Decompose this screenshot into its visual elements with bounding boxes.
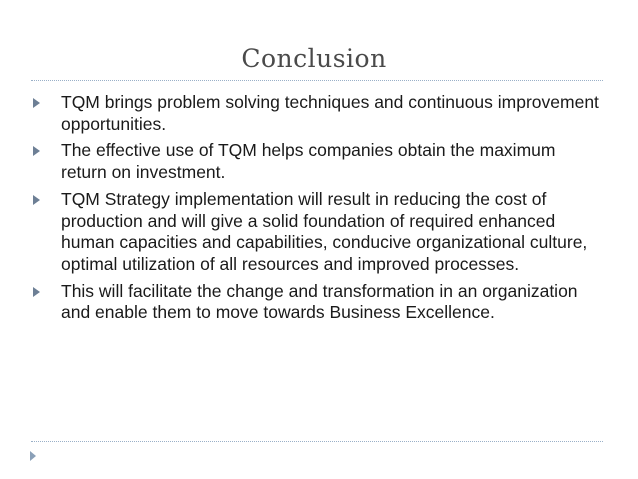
bullet-item — [33, 92, 603, 135]
triangle-bullet-icon — [33, 287, 40, 297]
bullet-text: The effective use of TQM helps companies obtain the maximum return on investment. — [61, 140, 556, 183]
bullet-item — [33, 189, 603, 276]
title-divider — [31, 80, 603, 81]
bullet-text: TQM brings problem solving techniques and continuous improvement opportunities. — [61, 92, 599, 134]
bullet-item — [33, 140, 603, 183]
triangle-bullet-icon — [33, 146, 40, 156]
slide-title: Conclusion — [241, 44, 387, 73]
corner-triangle-icon — [30, 451, 36, 461]
triangle-bullet-icon — [33, 195, 40, 205]
bullet-text: This will facilitate the change and transformation in an organization and enable them to move towards Business Excellence. — [61, 280, 578, 323]
footer-divider — [31, 441, 603, 442]
bullet-item — [33, 281, 603, 324]
bullet-list — [33, 92, 603, 329]
bullet-text: TQM Strategy implementation will result in reducing the cost of production and will give a solid foundation of required enhanced human capacities and capabilities, conducive organizational culture, optimal utilization of all resources and improved processes. — [61, 188, 588, 274]
triangle-bullet-icon — [33, 98, 40, 108]
